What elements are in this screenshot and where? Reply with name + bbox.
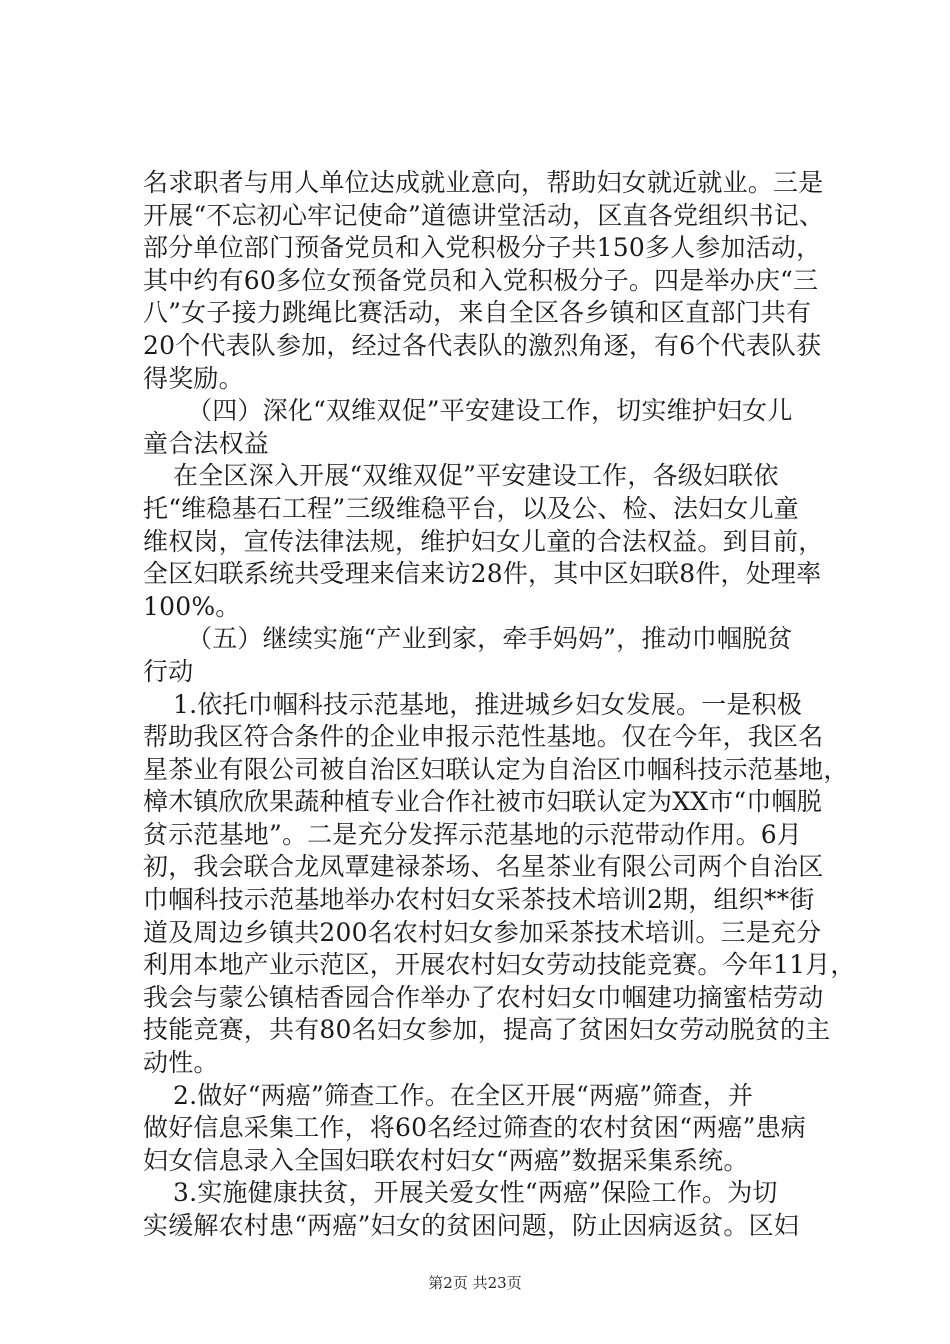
text-line: 动性。 bbox=[143, 1048, 219, 1078]
text-line: 全区妇联系统共受理来信来访28件，其中区妇联8件，处理率 bbox=[143, 559, 822, 589]
page-number-footer: 第2页 共23页 bbox=[428, 1274, 522, 1292]
text-line: 樟木镇欣欣果蔬种植专业合作社被市妇联认定为XX市“巾帼脱 bbox=[143, 787, 822, 817]
text-line: 我会与蒙公镇桔香园合作举办了农村妇女巾帼建功摘蜜桔劳动 bbox=[143, 982, 824, 1012]
document-body bbox=[143, 167, 856, 1243]
text-line: 道及周边乡镇共200名农村妇女参加采茶技术培训。三是充分 bbox=[143, 917, 822, 947]
text-line: 100%。 bbox=[143, 591, 241, 621]
text-line: 利用本地产业示范区，开展农村妇女劳动技能竞赛。今年11月， bbox=[143, 950, 856, 980]
text-line: 1.依托巾帼科技示范基地，推进城乡妇女发展。一是积极 bbox=[173, 689, 803, 719]
text-line: 得奖励。 bbox=[143, 363, 244, 393]
text-line: 巾帼科技示范基地举办农村妇女采茶技术培训2期，组织**街 bbox=[143, 885, 815, 915]
text-line: 星茶业有限公司被自治区妇联认定为自治区巾帼科技示范基地， bbox=[143, 754, 849, 784]
text-line: 托“维稳基石工程”三级维稳平台，以及公、检、法妇女儿童 bbox=[143, 493, 799, 523]
text-line: 维权岗，宣传法律法规，维护妇女儿童的合法权益。到目前， bbox=[143, 526, 824, 556]
text-line: 3.实施健康扶贫，开展关爱女性“两癌”保险工作。为切 bbox=[173, 1178, 778, 1208]
text-line: 在全区深入开展“双维双促”平安建设工作，各级妇联依 bbox=[173, 461, 779, 491]
text-line: 帮助我区符合条件的企业申报示范性基地。仅在今年，我区名 bbox=[143, 722, 824, 752]
text-line: 做好信息采集工作，将60名经过筛查的农村贫困“两癌”患病 bbox=[143, 1113, 806, 1143]
text-line: 初，我会联合龙凤覃建禄茶场、名星茶业有限公司两个自治区 bbox=[143, 852, 824, 882]
text-line: 2.做好“两癌”筛查工作。在全区开展“两癌”筛查，并 bbox=[173, 1080, 754, 1110]
text-line: 贫示范基地”。二是充分发挥示范基地的示范带动作用。6月 bbox=[143, 819, 803, 849]
text-line: 童合法权益 bbox=[143, 428, 270, 458]
text-line: 实缓解农村患“两癌”妇女的贫困问题，防止因病返贫。区妇 bbox=[143, 1211, 799, 1240]
text-line: 行动 bbox=[143, 656, 194, 686]
text-line: 技能竞赛，共有80名妇女参加，提高了贫困妇女劳动脱贫的主 bbox=[143, 1015, 831, 1045]
text-line: 名求职者与用人单位达成就业意向，帮助妇女就近就业。三是 bbox=[143, 168, 824, 197]
text-line: 其中约有60多位女预备党员和入党积极分子。四是举办庆“三 bbox=[143, 265, 819, 295]
text-line: 妇女信息录入全国妇联农村妇女“两癌”数据采集系统。 bbox=[143, 1145, 749, 1175]
text-line: （四）深化“双维双促”平安建设工作，切实维护妇女儿 bbox=[187, 396, 793, 426]
text-line: 20个代表队参加，经过各代表队的激烈角逐，有6个代表队获 bbox=[143, 330, 822, 360]
text-line: 开展“不忘初心牢记使命”道德讲堂活动，区直各党组织书记、 bbox=[143, 200, 825, 230]
text-line: （五）继续实施“产业到家，牵手妈妈”，推动巾帼脱贫 bbox=[187, 624, 793, 654]
text-line: 部分单位部门预备党员和入党积极分子共150多人参加活动， bbox=[143, 233, 822, 263]
text-line: 八”女子接力跳绳比赛活动，来自全区各乡镇和区直部门共有 bbox=[143, 298, 812, 328]
